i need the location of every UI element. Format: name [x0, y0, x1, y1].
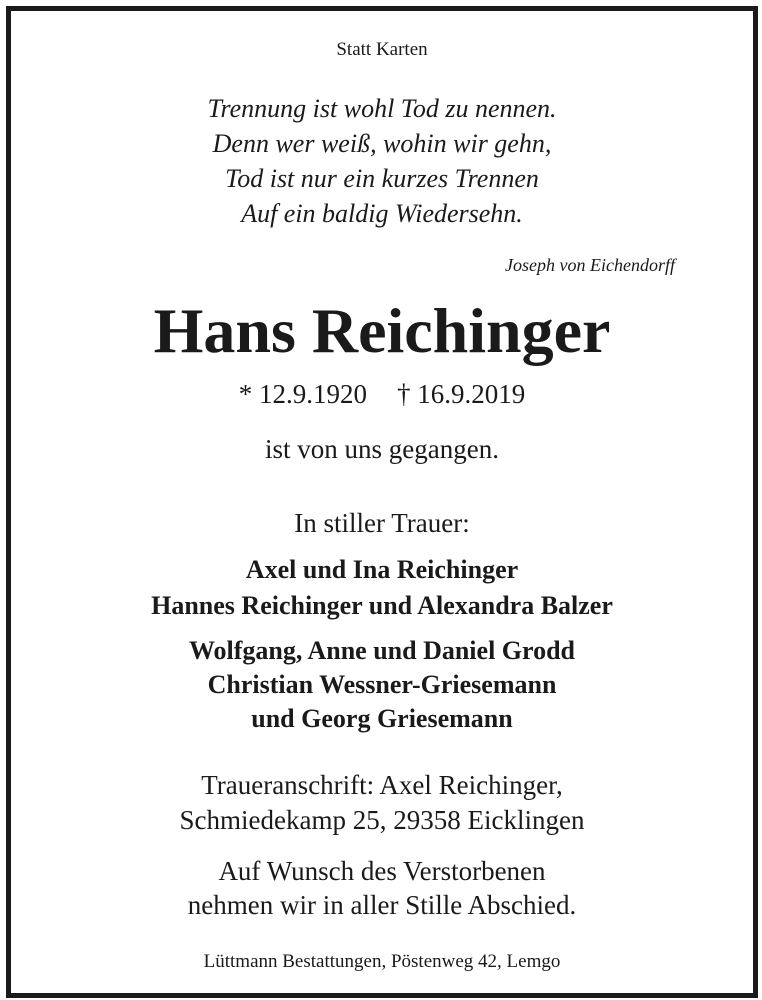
address-line: Schmiedekamp 25, 29358 Eicklingen [179, 805, 585, 835]
wish-line: Auf Wunsch des Verstorbenen [218, 856, 546, 886]
family-member-line: und Georg Griesemann [251, 704, 513, 733]
life-dates [11, 379, 753, 410]
family-group-1 [11, 552, 753, 624]
family-member-line: Wolfgang, Anne und Daniel Grodd [188, 636, 576, 665]
passed-text: ist von uns gegangen. [265, 434, 499, 464]
death-date: † 16.9.2019 [397, 379, 526, 409]
birth-date: * 12.9.1920 [238, 379, 367, 409]
poem-line: Tod ist nur ein kurzes Trennen [225, 164, 539, 193]
address-line: Traueranschrift: Axel Reichinger, [201, 770, 563, 800]
farewell-wish [11, 854, 753, 922]
family-member-line: Hannes Reichinger und Alexandra Balzer [151, 591, 613, 620]
deceased-name: Hans Reichinger [153, 295, 611, 366]
mourning-intro: In stiller Trauer: [294, 508, 470, 538]
poem-line: Auf ein baldig Wiedersehn. [241, 199, 523, 228]
poem-line: Trennung ist wohl Tod zu nennen. [207, 94, 557, 123]
funeral-home-footer: Lüttmann Bestattungen, Pöstenweg 42, Lemgo [203, 951, 561, 972]
wish-line: nehmen wir in aller Stille Abschied. [187, 890, 577, 920]
mourning-address [11, 768, 753, 838]
header-text: Statt Karten [336, 39, 428, 60]
family-group-2 [11, 634, 753, 736]
poem-author: Joseph von Eichendorff [505, 255, 675, 275]
poem [11, 91, 753, 231]
obituary-frame [6, 6, 758, 998]
family-member-line: Axel und Ina Reichinger [245, 555, 519, 584]
poem-line: Denn wer weiß, wohin wir gehn, [212, 129, 552, 158]
family-member-line: Christian Wessner-Griesemann [207, 670, 557, 699]
